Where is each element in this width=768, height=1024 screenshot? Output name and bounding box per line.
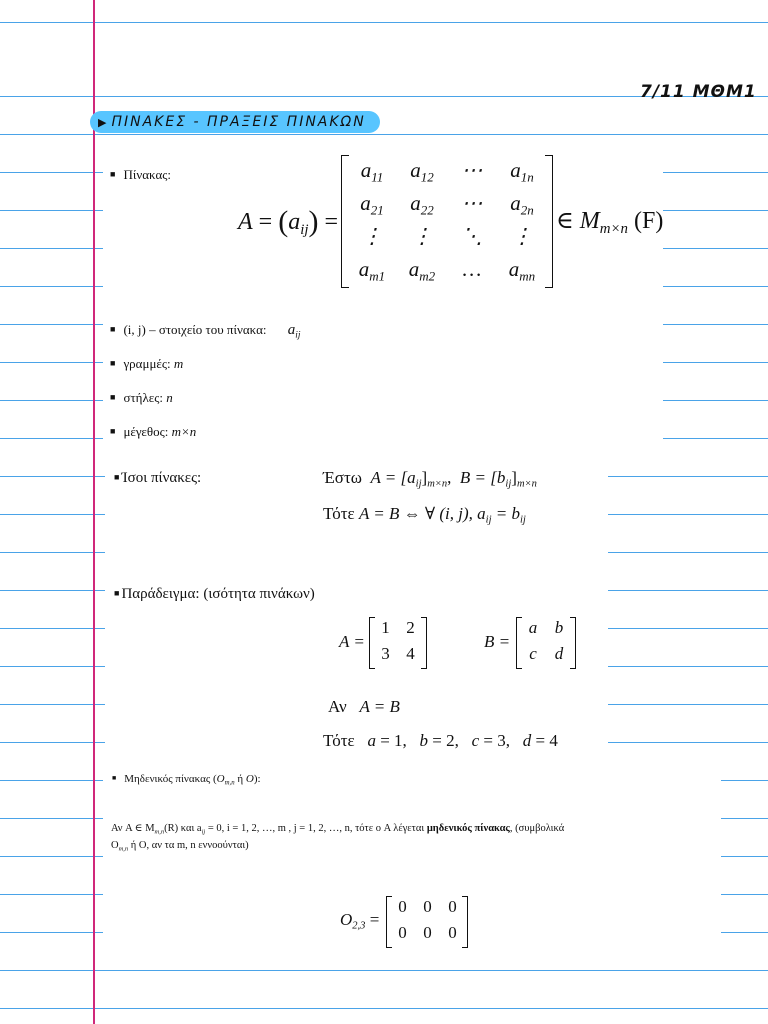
equals-sign: = xyxy=(369,910,380,929)
property-columns xyxy=(110,390,173,406)
property-element xyxy=(110,322,300,340)
def-text: Αν A ∈ M xyxy=(111,823,155,834)
example-then-line xyxy=(323,731,558,751)
def-text: , (συμβολικά xyxy=(509,823,565,834)
matrix-cell: $a_{m1}$ xyxy=(358,257,386,284)
subscript-ij: ij xyxy=(520,514,526,526)
symbol-A: A xyxy=(238,209,253,235)
var-c: c xyxy=(471,731,480,750)
property-text: στήλες: xyxy=(123,390,163,405)
bullet-text: Παράδειγμα: (ισότητα πινάκων) xyxy=(121,586,315,602)
bullet-icon: ■ xyxy=(110,324,116,334)
subscript-ij: ij xyxy=(300,222,309,239)
subscript-mn: m,n xyxy=(118,845,129,853)
symbol-b: = b xyxy=(495,504,520,523)
word-tote: Τότε xyxy=(323,504,355,523)
symbol-a: a xyxy=(477,504,486,523)
equal-matrices-label xyxy=(114,470,201,487)
subscript-mn: m,n xyxy=(154,828,165,836)
equal-matrices-line1 xyxy=(323,468,537,490)
matrix-cell: 0 xyxy=(398,897,407,916)
matrix-space xyxy=(556,206,663,238)
equals-sign: = xyxy=(258,209,273,235)
matrix-cell: 0 xyxy=(398,923,407,942)
paren-close: ) xyxy=(308,205,319,238)
matrix-cell: ⋮ xyxy=(361,224,383,248)
matrix-definition-label xyxy=(110,167,171,183)
property-text: μέγεθος: xyxy=(123,424,169,439)
matrix-cell: ⋯ xyxy=(461,158,483,182)
element-of-sign: ∈ xyxy=(556,208,574,234)
bullet-icon: ■ xyxy=(112,774,117,782)
word-tote: Τότε xyxy=(323,731,355,750)
var-a: a xyxy=(367,731,376,750)
zero-matrix-label xyxy=(112,773,261,786)
symbol-O: O xyxy=(111,840,119,851)
property-text: (i, j) – στοιχείο του πίνακα: xyxy=(123,322,267,337)
property-value: m xyxy=(173,356,184,371)
bracket-close: ] xyxy=(421,468,428,487)
bullet-text: Πίνακας: xyxy=(123,167,172,182)
matrix-cell: $a_{11}$ xyxy=(360,158,384,185)
equal-matrices-line2 xyxy=(323,504,526,526)
symbol-B-eq: B = xyxy=(484,632,511,651)
value-a: = 1, xyxy=(380,731,407,750)
matrix-cell: 2 xyxy=(406,618,415,637)
example-matrix-A xyxy=(369,617,427,669)
label-text: Μηδενικός πίνακας ( xyxy=(124,773,217,785)
symbol-A-eq: A = xyxy=(339,632,365,651)
matrix-cell: ⋮ xyxy=(411,224,433,248)
matrix-cell: 0 xyxy=(448,923,457,942)
margin-line xyxy=(93,0,95,1024)
definition-lhs xyxy=(238,205,338,239)
condition-A-eq-B: A = B xyxy=(359,697,400,716)
symbol-O: O xyxy=(216,773,225,785)
matrix-cell: ⋯ xyxy=(461,191,483,215)
symbol-O: O xyxy=(340,910,353,929)
matrix-cell: $a_{12}$ xyxy=(410,158,434,185)
property-size xyxy=(110,424,196,440)
bullet-icon: ■ xyxy=(114,588,120,598)
matrix-cell: a xyxy=(528,618,538,637)
matrix-cell: c xyxy=(529,644,537,663)
property-value: m×n xyxy=(171,424,197,439)
matrix-cell: d xyxy=(554,644,564,663)
bullet-icon: ■ xyxy=(114,472,120,482)
comma: , xyxy=(447,468,452,487)
word-an: Αν xyxy=(328,697,347,716)
bullet-text: Ίσοι πίνακες: xyxy=(121,470,202,486)
bullet-icon: ■ xyxy=(110,426,116,436)
symbol-M: M xyxy=(579,208,600,234)
symbol-O: O xyxy=(245,773,254,785)
section-title-text: ΠΙΝΑΚΕΣ - ΠΡΑΞΕΙΣ ΠΙΝΑΚΩΝ xyxy=(111,114,366,130)
symbol-a: a xyxy=(288,209,301,235)
var-b: b xyxy=(419,731,429,750)
value-b: = 2, xyxy=(432,731,459,750)
equals-sign: = xyxy=(324,209,339,235)
matrix-cell: 4 xyxy=(406,644,415,663)
matrix-cell: $a_{21}$ xyxy=(360,191,384,218)
equality-condition: A = B ⇔ ∀ (i, j), xyxy=(358,504,473,523)
matrix-cell: 1 xyxy=(381,618,390,637)
matrix-cell: $a_{mn}$ xyxy=(508,257,536,284)
arrow-icon: ▶ xyxy=(98,116,109,129)
label-or: ή xyxy=(234,773,246,785)
example-A-label xyxy=(339,632,365,652)
property-value: a xyxy=(287,322,296,338)
subscript-ij: ij xyxy=(201,828,206,836)
matrix-cell: $a_{m2}$ xyxy=(408,257,436,284)
property-text: γραμμές: xyxy=(123,356,171,371)
label-end: ): xyxy=(253,773,261,785)
def-text: (R) και a xyxy=(164,823,202,834)
matrix-cell: 3 xyxy=(381,644,390,663)
def-bold-term: μηδενικός πίνακας xyxy=(426,823,510,834)
value-d: = 4 xyxy=(535,731,558,750)
var-d: d xyxy=(522,731,532,750)
matrix-A-def: A = [a xyxy=(370,468,416,487)
subscript-size: m×n xyxy=(427,478,448,490)
bullet-icon: ■ xyxy=(110,358,116,368)
bullet-icon: ■ xyxy=(110,169,116,179)
matrix-cell: $a_{2n}$ xyxy=(510,191,534,218)
paren-open: ( xyxy=(278,205,289,238)
general-matrix xyxy=(341,155,553,288)
example-label xyxy=(114,586,315,603)
subscript-ij: ij xyxy=(505,478,512,490)
subscript-mxn: m×n xyxy=(599,221,628,238)
bullet-icon: ■ xyxy=(110,392,116,402)
value-c: = 3, xyxy=(483,731,511,750)
subscript-ij: ij xyxy=(415,478,422,490)
matrix-cell: ⋮ xyxy=(511,224,533,248)
def-text: ή O, αν τα m, n εννοούνται) xyxy=(128,840,249,851)
property-value: n xyxy=(166,390,173,405)
word-esto: Έστω xyxy=(323,468,362,487)
def-text: = 0, i = 1, 2, …, m , j = 1, 2, …, n, τότε ο A λέγεται xyxy=(205,823,427,834)
matrix-cell: $a_{22}$ xyxy=(410,191,434,218)
subscript-size: m×n xyxy=(516,478,537,490)
matrix-cell: 0 xyxy=(448,897,457,916)
property-rows xyxy=(110,356,183,372)
matrix-B-def: B = [b xyxy=(459,468,506,487)
matrix-cell: ⋱ xyxy=(461,224,483,248)
matrix-cell: $a_{1n}$ xyxy=(510,158,534,185)
example-matrix-B xyxy=(516,617,576,669)
date-note: 7/11 ΜΘΜ1 xyxy=(640,82,757,102)
subscript-mn: m,n xyxy=(224,779,235,787)
zero-matrix-definition-line1 xyxy=(111,822,564,835)
subscript-ij: ij xyxy=(485,514,492,526)
matrix-cell: 0 xyxy=(423,923,432,942)
section-title xyxy=(90,111,380,133)
bracket-close: ] xyxy=(511,468,517,487)
zero-example-label xyxy=(340,910,379,932)
subscript-ij: ij xyxy=(295,330,301,341)
example-if-line xyxy=(328,697,400,717)
zero-matrix-example xyxy=(386,896,468,948)
matrix-cell: … xyxy=(462,257,482,281)
example-B-label xyxy=(484,632,510,652)
matrix-cell: 0 xyxy=(423,897,432,916)
matrix-cell: b xyxy=(554,618,564,637)
zero-matrix-definition-line2 xyxy=(111,840,249,852)
subscript-23: 2,3 xyxy=(352,920,366,932)
field-F: (F) xyxy=(633,208,664,234)
